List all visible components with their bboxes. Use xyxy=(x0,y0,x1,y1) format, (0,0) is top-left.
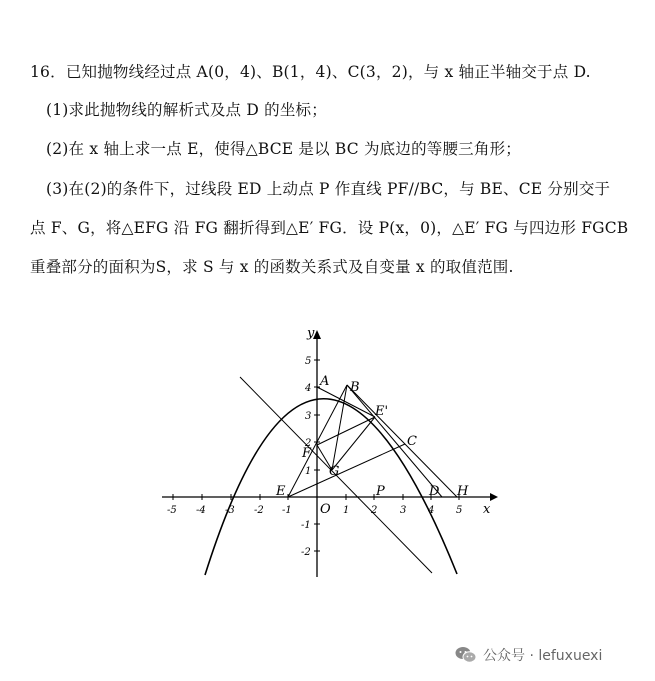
segment-FE-prime xyxy=(317,417,375,445)
y-tick-label: 1 xyxy=(305,466,312,477)
x-tick-label: -5 xyxy=(167,505,177,516)
x-tick-label: -1 xyxy=(282,505,292,516)
point-label-H: H xyxy=(457,484,469,499)
point-label-P: P xyxy=(376,484,385,499)
x-tick-label: 1 xyxy=(343,505,350,516)
watermark xyxy=(455,645,602,665)
x-axis-arrow xyxy=(490,493,498,501)
point-label-B: B xyxy=(350,380,360,395)
y-tick-label: 2 xyxy=(305,438,312,449)
question-part-2: (2)在 x 轴上求一点 E，使得△BCE 是以 BC 为底边的等腰三角形； xyxy=(46,140,521,158)
y-tick-label: 4 xyxy=(305,383,312,394)
question-part-3: (3)在(2)的条件下，过线段 ED 上动点 P 作直线 PF//BC，与 BE、CE 分别交于 xyxy=(46,180,611,198)
x-tick-label: 4 xyxy=(428,505,435,516)
line-through-D-and-C xyxy=(347,385,442,497)
line-BC-extended xyxy=(347,385,457,497)
y-tick-label: -1 xyxy=(301,520,311,531)
x-axis-label: x xyxy=(483,502,491,517)
question-part-3-end: 重叠部分的面积为S，求 S 与 x 的函数关系式及自变量 x 的取值范围. xyxy=(30,258,514,276)
point-label-D: D xyxy=(429,484,440,499)
question-part-1: (1)求此抛物线的解析式及点 D 的坐标； xyxy=(46,101,327,119)
point-label-C: C xyxy=(407,434,417,449)
segment-BE-prime xyxy=(332,385,347,470)
x-tick-label: 3 xyxy=(400,505,407,516)
point-label-E-prime: E' xyxy=(375,404,389,419)
question-part-3-continued: 点 F、G，将△EFG 沿 FG 翻折得到△E′ FG．设 P(x，0)，△E′ FG 与四边形 FGCB xyxy=(30,219,629,237)
parabola-figure xyxy=(160,325,500,583)
x-tick-label: -2 xyxy=(254,505,264,516)
y-tick-label: 5 xyxy=(305,356,312,367)
point-label-F: F xyxy=(302,446,312,461)
x-tick-label: -4 xyxy=(196,505,206,516)
problem-statement: 16．已知抛物线经过点 A(0，4)、B(1，4)、C(3，2)，与 x 轴正半轴交于点 D. xyxy=(30,63,591,81)
point-label-E: E xyxy=(276,484,286,499)
x-tick-label: 5 xyxy=(456,505,463,516)
segment-GE-prime xyxy=(332,417,375,470)
point-label-A: A xyxy=(320,374,330,389)
parabola-curve xyxy=(205,399,457,575)
y-axis-label: y xyxy=(307,326,315,341)
origin-label: O xyxy=(320,502,331,517)
point-label-G: G xyxy=(329,464,340,479)
x-tick-label: 2 xyxy=(371,505,378,516)
y-tick-label: -2 xyxy=(301,547,311,558)
x-tick-label: -3 xyxy=(225,505,235,516)
y-tick-label: 3 xyxy=(305,411,312,422)
watermark-text: 公众号 · lefuxuexi xyxy=(483,648,603,664)
wechat-icon xyxy=(455,646,477,664)
